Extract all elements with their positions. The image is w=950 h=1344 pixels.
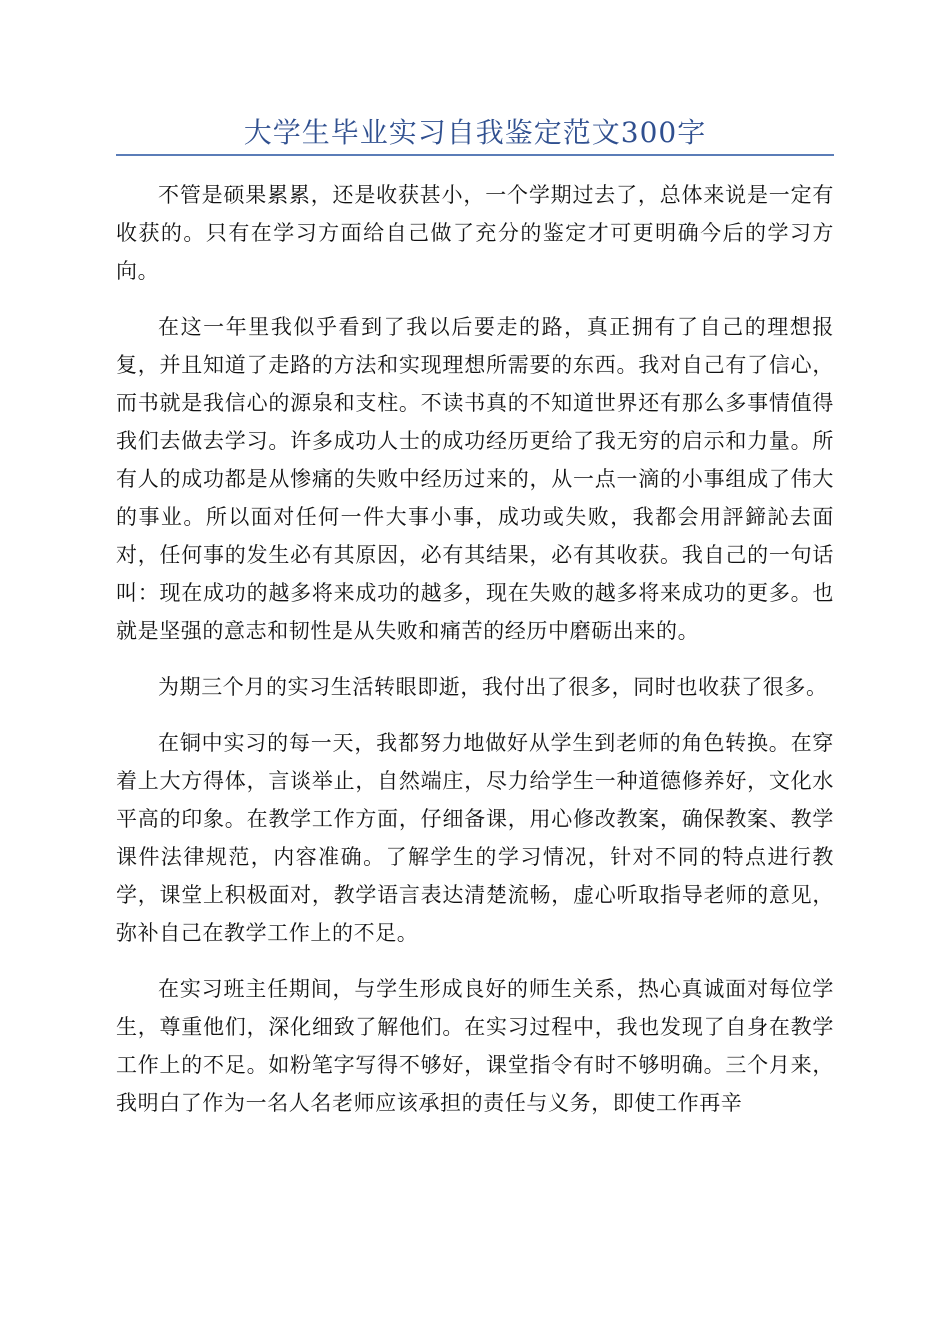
page-title: 大学生毕业实习自我鉴定范文300字 (243, 116, 707, 149)
document-body (116, 176, 834, 1140)
paragraph-2: 在这一年里我似乎看到了我以后要走的路，真正拥有了自己的理想报复，并且知道了走路的方法和实现理想所需要的东西。我对自己有了信心，而书就是我信心的源泉和支柱。不读书真的不知道世界还有那么多事情值得我们去做去学习。许多成功人士的成功经历更给了我无穷的启示和力量。所有人的成功都是从惨痛的失败中经历过来的，从一点一滴的小事组成了伟大的事业。所以面对任何一件大事小事，成功或失败，我都会用評鍗訫去面对，任何事的发生必有其原因，必有其结果，必有其收获。我自己的一句话叫：现在成功的越多将来成功的越多，现在失败的越多将来成功的更多。也就是坚强的意志和韧性是从失败和痛苦的经历中磨砺出来的。 (116, 315, 834, 643)
paragraph-5: 在实习班主任期间，与学生形成良好的师生关系，热心真诚面对每位学生，尊重他们，深化细致了解他们。在实习过程中，我也发现了自身在教学工作上的不足。如粉笔字写得不够好，课堂指令有时不够明确。三个月来，我明白了作为一名人名老师应该承担的责任与义务，即使工作再辛 (116, 977, 834, 1115)
title-underline (116, 154, 834, 156)
paragraph-4: 在铜中实习的每一天，我都努力地做好从学生到老师的角色转换。在穿着上大方得体，言谈举止，自然端庄，尽力给学生一种道德修养好，文化水平高的印象。在教学工作方面，仔细备课，用心修改教案，确保教案、教学课件法律规范，内容准确。了解学生的学习情况，针对不同的特点进行教学，课堂上积极面对，教学语言表达清楚流畅，虚心听取指导老师的意见，弥补自己在教学工作上的不足。 (116, 731, 834, 945)
paragraph-1: 不管是硕果累累，还是收获甚小，一个学期过去了，总体来说是一定有收获的。只有在学习方面给自己做了充分的鉴定才可更明确今后的学习方向。 (116, 183, 834, 283)
paragraph-3: 为期三个月的实习生活转眼即逝，我付出了很多，同时也收获了很多。 (158, 675, 828, 699)
